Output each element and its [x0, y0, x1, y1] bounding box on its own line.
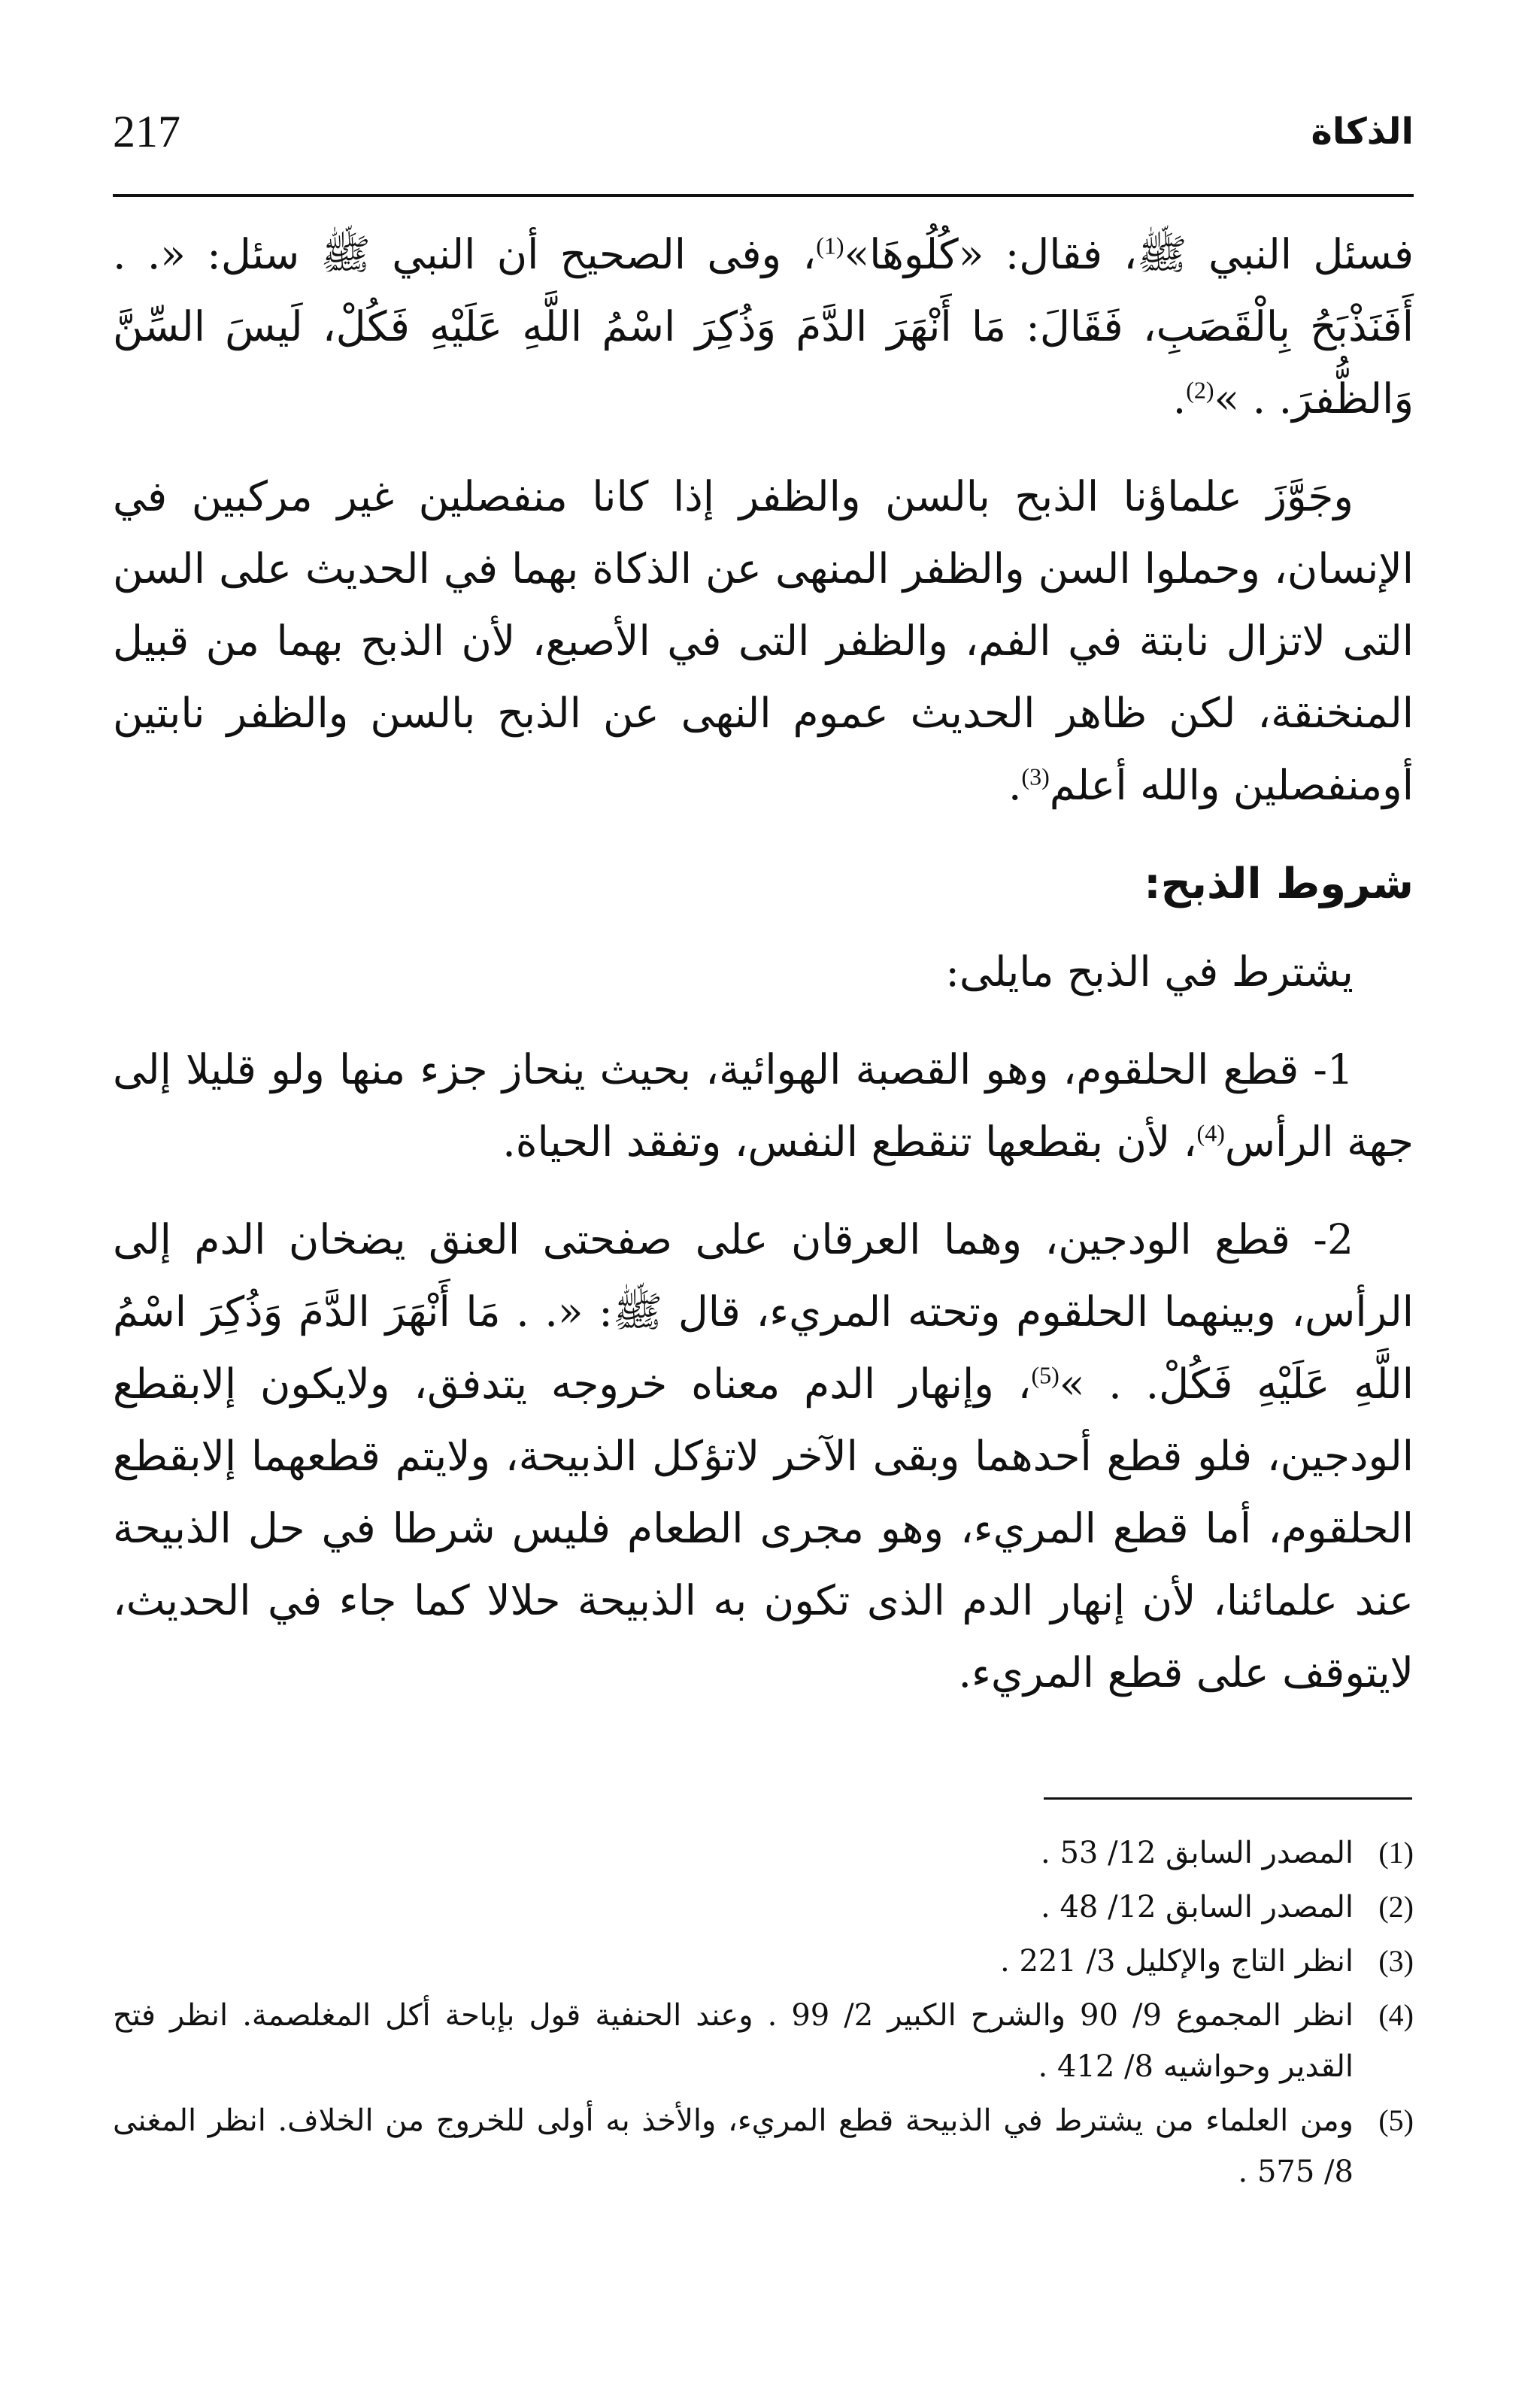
- footnote-text: المصدر السابق 12/ 48 .: [1041, 1890, 1354, 1924]
- page-number: 217: [113, 107, 180, 156]
- paragraph-text: ، وإنهار الدم معناه خروجه يتدفق، ولايكون إلابقطع الودجين، فلو قطع أحدهما وبقى الآخر لاتؤكل الذبيحة، ولايتم قطعهما إلابقطع الحلقوم، أما قطع المريء، وهو مجرى الطعام فليس شرطا في حل الذبيحة عند علمائنا، لأن إنهار الدم الذى تكون به الذبيحة حلالا كما جاء في الحديث، لايتوقف على قطع المريء.: [113, 1360, 1414, 1697]
- running-title: الذكاة: [1311, 111, 1414, 153]
- paragraph-text: 2- قطع الودجين، وهما العرقان على صفحتى العنق يضخان الدم إلى الرأس، وبينهما الحلقوم وتحته المريء، قال ﷺ: «. . مَا أَنْهَرَ الدَّمَ وَذُكِرَ اسْمُ اللَّهِ عَلَيْهِ فَكُلْ. . »: [113, 1215, 1414, 1408]
- footnote-number: (1): [1378, 1836, 1414, 1870]
- paragraph-text: فسئل النبي ﷺ، فقال: «كُلُوهَا»: [844, 230, 1414, 278]
- footnote-text: انظر المجموع 9/ 90 والشرح الكبير 2/ 99 . وعند الحنفية قول بإباحة أكل المغلصمة. انظر فتح القدير وحواشيه 8/ 412 .: [113, 1998, 1354, 2084]
- paragraph-text: 1- قطع الحلقوم، وهو القصبة الهوائية، بحيث ينحاز جزء منها ولو قليلا إلى جهة الرأس: [113, 1045, 1414, 1166]
- paragraph-scholars: [113, 460, 1414, 821]
- paragraph-text: ، لأن بقطعها تنقطع النفس، وتفقد الحياة.: [502, 1118, 1197, 1166]
- list-item-1: [113, 1033, 1414, 1178]
- paragraph-intro: يشترط في الذبح مايلى:: [945, 948, 1354, 996]
- footnotes: [113, 1827, 1414, 2200]
- list-item-2: [113, 1203, 1414, 1709]
- footnote-ref: (2): [1186, 376, 1214, 404]
- footnote-3: [113, 1936, 1414, 1987]
- footnote-text: ومن العلماء من يشترط في الذبيحة قطع المريء، والأخذ به أولى للخروج من الخلاف. انظر المغنى 8/ 575 .: [113, 2103, 1354, 2189]
- footnote-number: (4): [1378, 1998, 1414, 2032]
- footnote-2: [113, 1882, 1414, 1933]
- footnote-number: (5): [1378, 2103, 1414, 2137]
- paragraph-text: .: [1172, 375, 1187, 423]
- footnote-number: (2): [1378, 1890, 1414, 1924]
- footnote-1: [113, 1827, 1414, 1879]
- footnote-rule: [1044, 1797, 1412, 1800]
- paragraph-text: .: [1008, 761, 1022, 809]
- footnote-ref: (1): [816, 232, 844, 259]
- footnote-number: (3): [1378, 1944, 1414, 1978]
- paragraph-text: ، وفى الصحيح أن النبي ﷺ سئل: «. . أَفَنَذْبَحُ بِالْقَصَبِ، فَقَالَ: مَا أَنْهَرَ الدَّمَ وَذُكِرَ اسْمُ اللَّهِ عَلَيْهِ فَكُلْ، لَيسَ السِّنَّ وَالظُّفرَ. . »: [113, 230, 1414, 423]
- section-title: شروط الذبح:: [1144, 860, 1414, 908]
- footnote-ref: (3): [1021, 763, 1050, 790]
- footnote-5: [113, 2095, 1414, 2197]
- header-rule: [113, 194, 1414, 197]
- footnote-4: [113, 1990, 1414, 2092]
- paragraph-text: وجَوَّزَ علماؤنا الذبح بالسن والظفر إذا كانا منفصلين غير مركبين في الإنسان، وحملوا السن والظفر المنهى عن الذكاة بهما في الحديث على السن التى لاتزال نابتة في الفم، والظفر التى في الأصبع، لأن الذبح بهما من قبيل المنخنقة، لكن ظاهر الحديث عموم النهى عن الذبح بالسن والظفر نابتين أومنفصلين والله أعلم: [113, 472, 1414, 809]
- footnote-text: المصدر السابق 12/ 53 .: [1041, 1836, 1354, 1870]
- footnote-text: انظر التاج والإكليل 3/ 221 .: [1000, 1944, 1354, 1979]
- page-header: [113, 98, 1414, 180]
- paragraph-hadith: [113, 218, 1414, 435]
- footnote-ref: (5): [1031, 1361, 1060, 1389]
- footnote-ref: (4): [1196, 1119, 1225, 1147]
- main-text: [113, 218, 1414, 1734]
